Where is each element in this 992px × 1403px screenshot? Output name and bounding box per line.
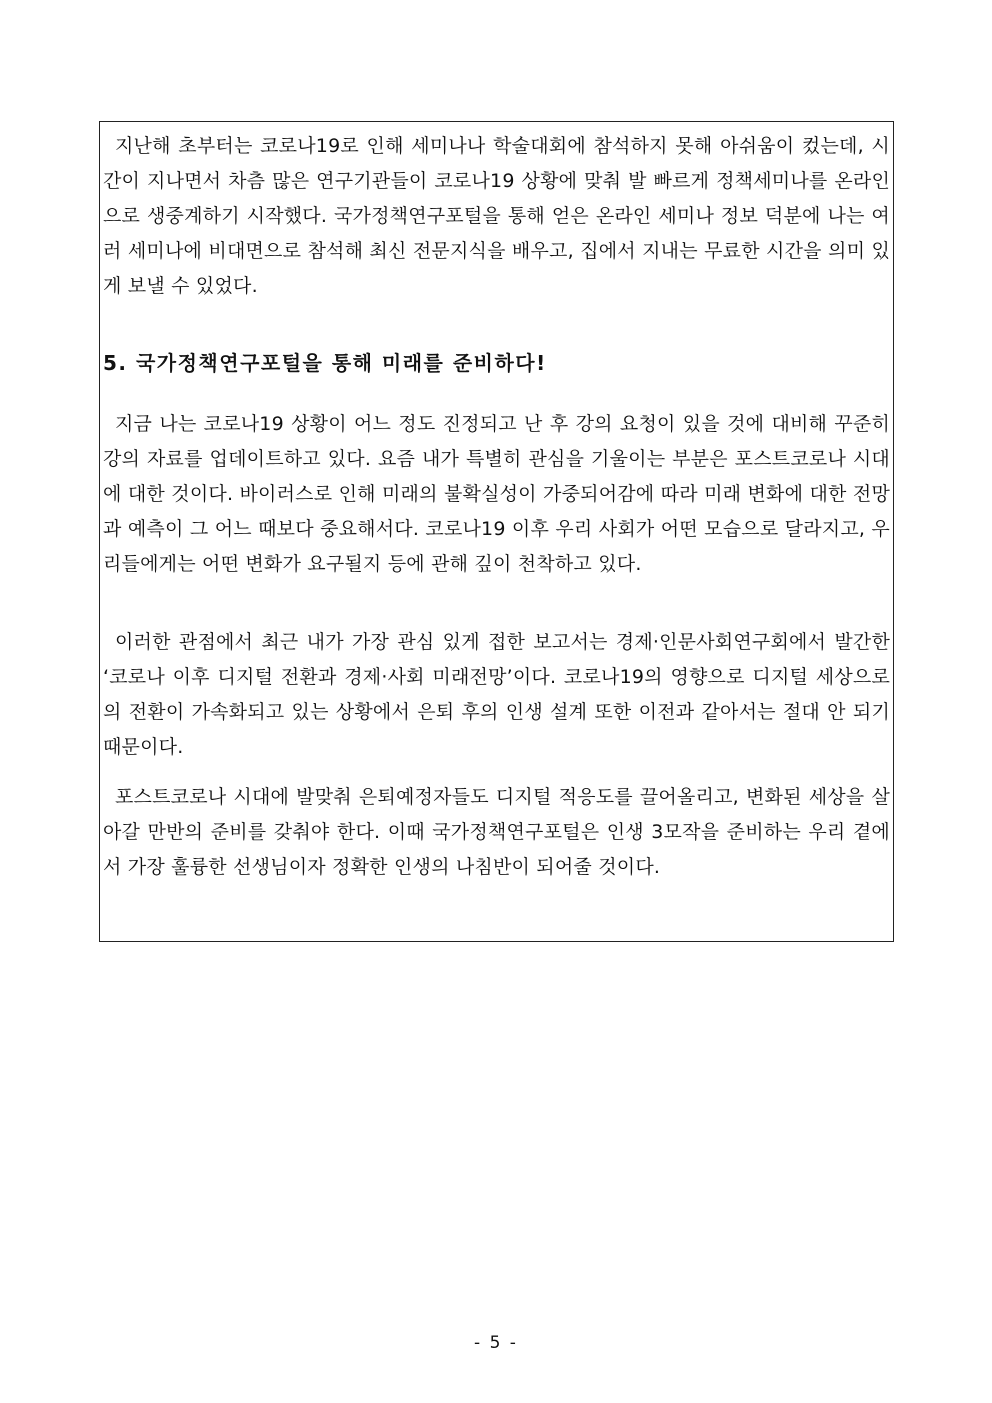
paragraph-online-seminar: 지난해 초부터는 코로나19로 인해 세미나나 학술대회에 참석하지 못해 아쉬움이 컸는데, 시간이 지나면서 차츰 많은 연구기관들이 코로나19 상황에 맞춰 발 빠르게 정책세미나를 온라인으로 생중계하기 시작했다. 국가정책연구포털을 통해 얻은 온라인 세미나 정보 덕분에 나는 여러 세미나에 비대면으로 참석해 최신 전문지식을 배우고, 집에서 지내는 무료한 시간을 의미 있게 보낼 수 있었다. <box>103 135 890 297</box>
content-box <box>99 121 894 942</box>
paragraph-post-corona: 포스트코로나 시대에 발맞춰 은퇴예정자들도 디지털 적응도를 끌어올리고, 변화된 세상을 살아갈 만반의 준비를 갖춰야 한다. 이때 국가정책연구포털은 인생 3모작을 준비하는 우리 곁에서 가장 훌륭한 선생님이자 정확한 인생의 나침반이 되어줄 것이다. <box>103 786 890 878</box>
section-heading: 5. 국가정책연구포털을 통해 미래를 준비하다! <box>103 351 547 375</box>
page-number: - 5 - <box>474 1333 518 1353</box>
paragraph-preparing-lectures: 지금 나는 코로나19 상황이 어느 정도 진정되고 난 후 강의 요청이 있을 것에 대비해 꾸준히 강의 자료를 업데이트하고 있다. 요즘 내가 특별히 관심을 기울이는 부분은 포스트코로나 시대에 대한 것이다. 바이러스로 인해 미래의 불확실성이 가중되어감에 따라 미래 변화에 대한 전망과 예측이 그 어느 때보다 중요해서다. 코로나19 이후 우리 사회가 어떤 모습으로 달라지고, 우리들에게는 어떤 변화가 요구될지 등에 관해 깊이 천착하고 있다. <box>103 413 890 575</box>
paragraph-report-interest: 이러한 관점에서 최근 내가 가장 관심 있게 접한 보고서는 경제·인문사회연구회에서 발간한 ‘코로나 이후 디지털 전환과 경제·사회 미래전망’이다. 코로나19의 영향으로 디지털 세상으로의 전환이 가속화되고 있는 상황에서 은퇴 후의 인생 설계 또한 이전과 같아서는 절대 안 되기 때문이다. <box>103 631 890 758</box>
